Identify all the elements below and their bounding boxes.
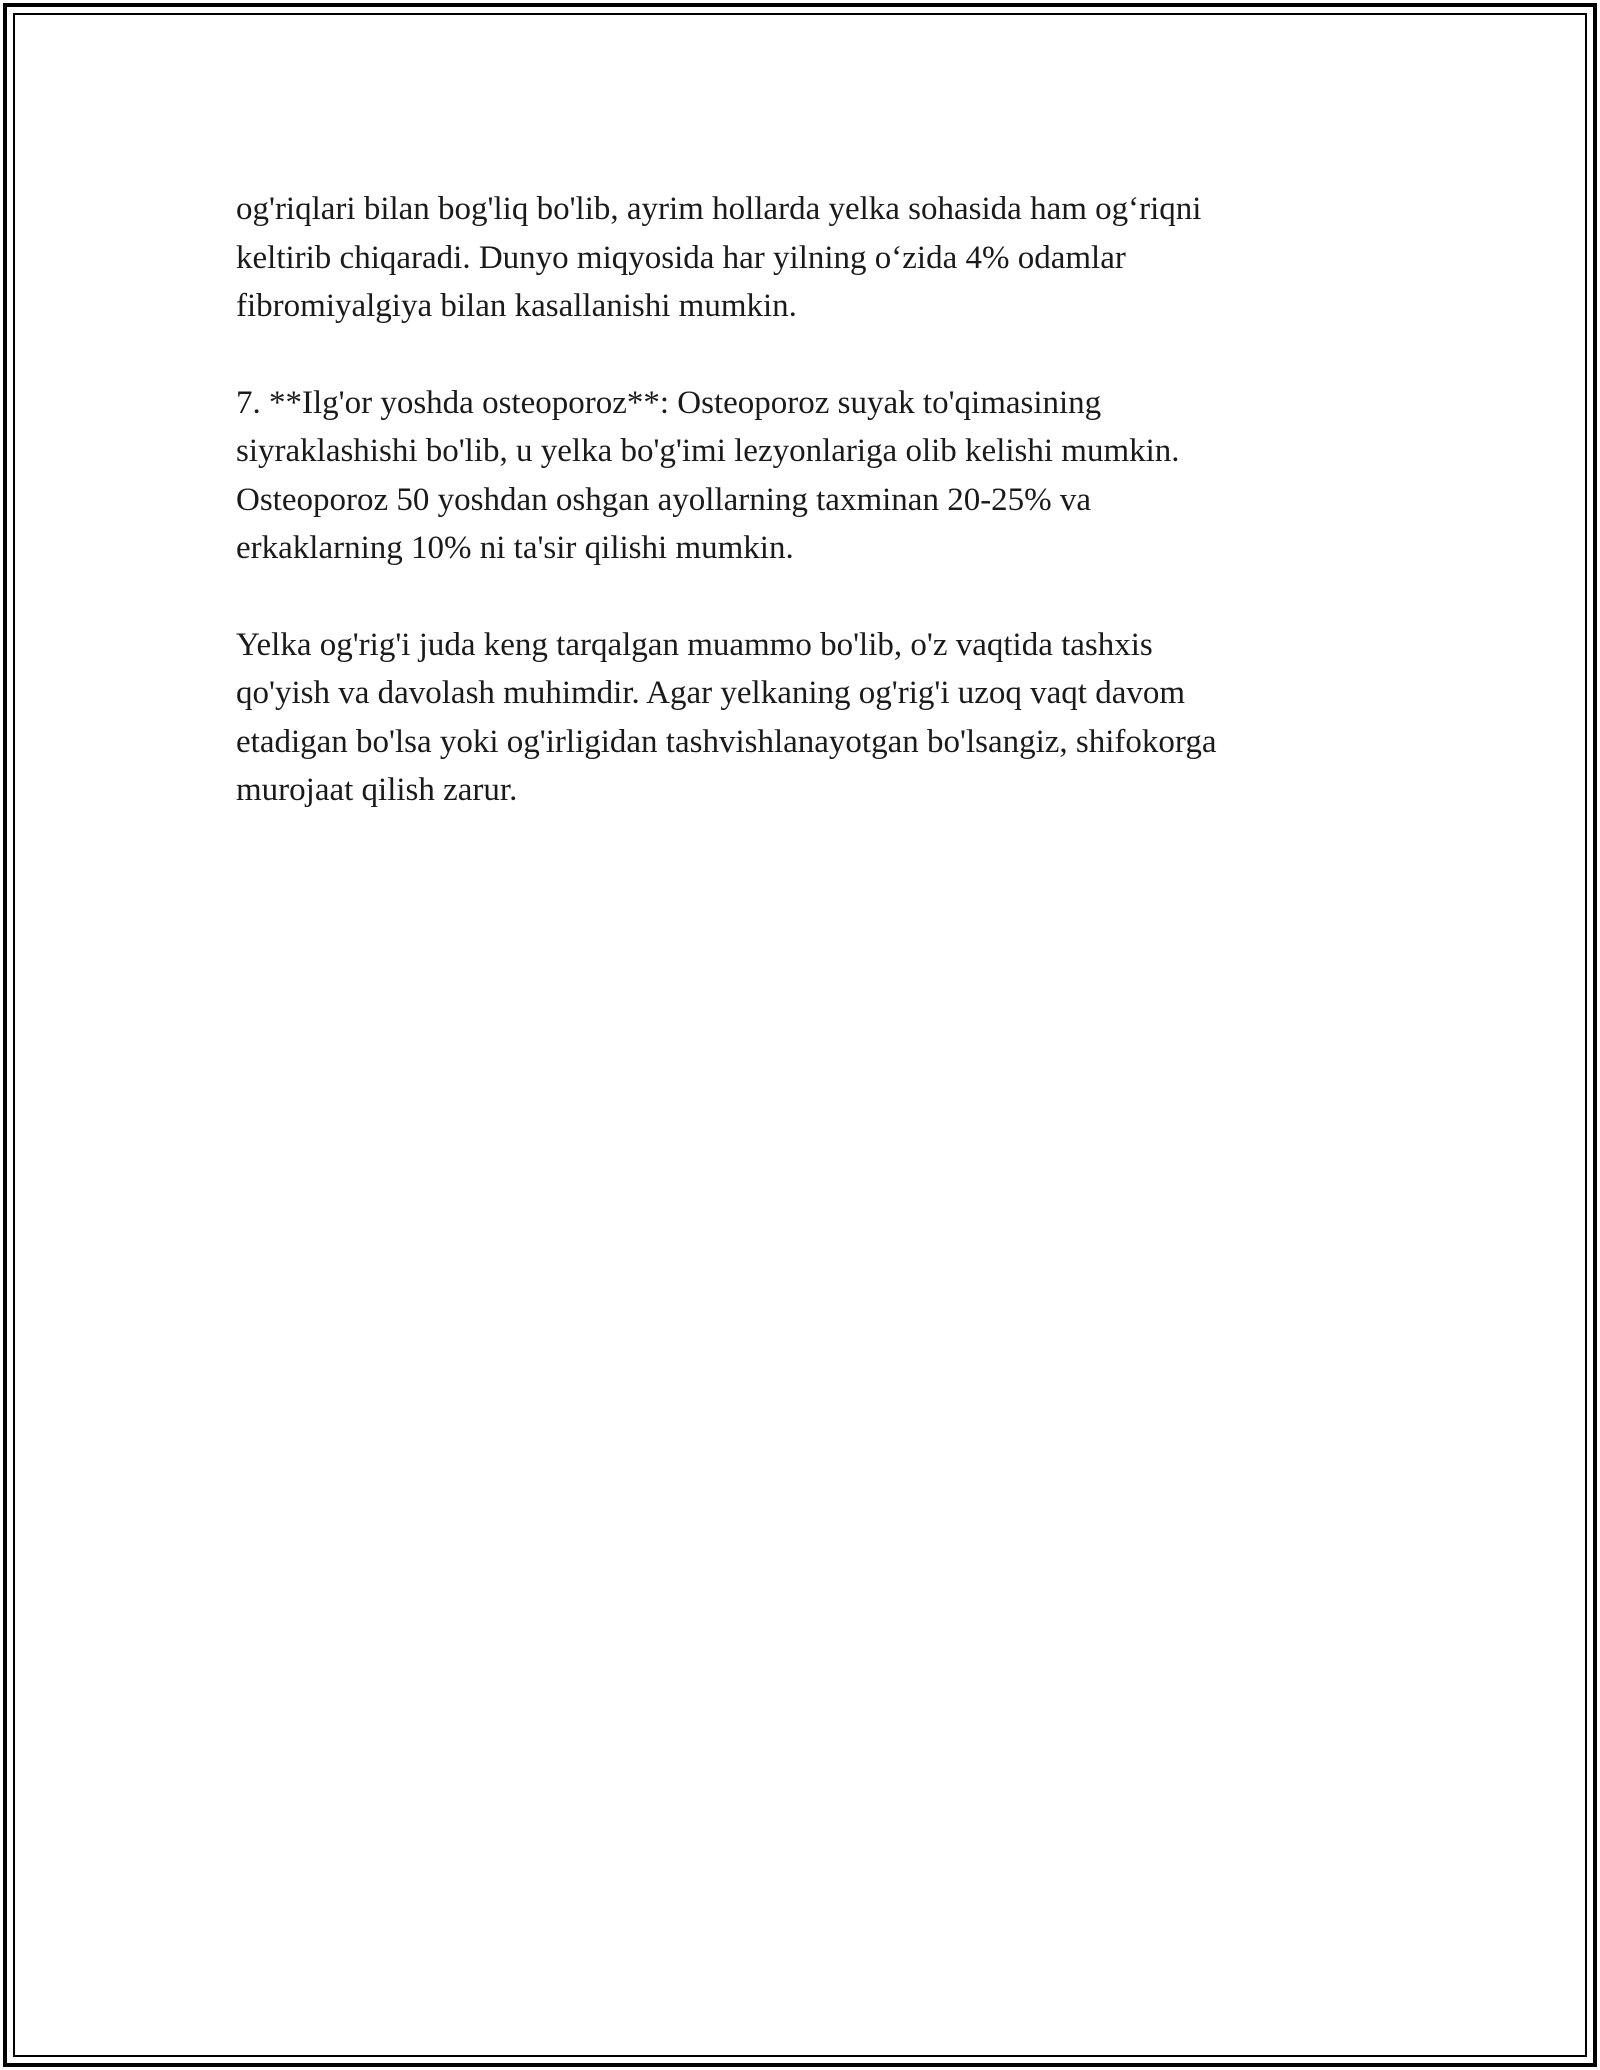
text-line: qo'yish va davolash muhimdir. Agar yelkaning og'rig'i uzoq vaqt davom: [236, 675, 1186, 711]
document-body: [236, 185, 1366, 863]
text-line: og'riqlari bilan bog'liq bo'lib, ayrim hollarda yelka sohasida ham og‘riqni: [236, 191, 1202, 227]
text-line: siyraklashishi bo'lib, u yelka bo'g'imi lezyonlariga olib kelishi mumkin.: [236, 433, 1180, 469]
text-line: 7. **Ilg'or yoshda osteoporoz**: Osteoporoz suyak to'qimasining: [236, 384, 1102, 421]
paragraph-conclusion: [236, 621, 1366, 815]
text-line: keltirib chiqaradi. Dunyo miqyosida har yilning o‘zida 4% odamlar: [236, 239, 1126, 276]
paragraph-osteoporosis: [236, 379, 1366, 573]
text-line: murojaat qilish zarur.: [236, 772, 518, 808]
text-line: fibromiyalgiya bilan kasallanishi mumkin.: [236, 288, 797, 324]
text-line: etadigan bo'lsa yoki og'irligidan tashvishlanayotgan bo'lsangiz, shifokorga: [236, 723, 1217, 760]
text-line: Osteoporoz 50 yoshdan oshgan ayollarning taxminan 20-25% va: [236, 481, 1092, 518]
text-line: Yelka og'rig'i juda keng tarqalgan muammo bo'lib, o'z vaqtida tashxis: [236, 626, 1153, 663]
text-line: erkaklarning 10% ni ta'sir qilishi mumkin.: [236, 530, 794, 566]
paragraph-fibromyalgia: [236, 185, 1366, 331]
